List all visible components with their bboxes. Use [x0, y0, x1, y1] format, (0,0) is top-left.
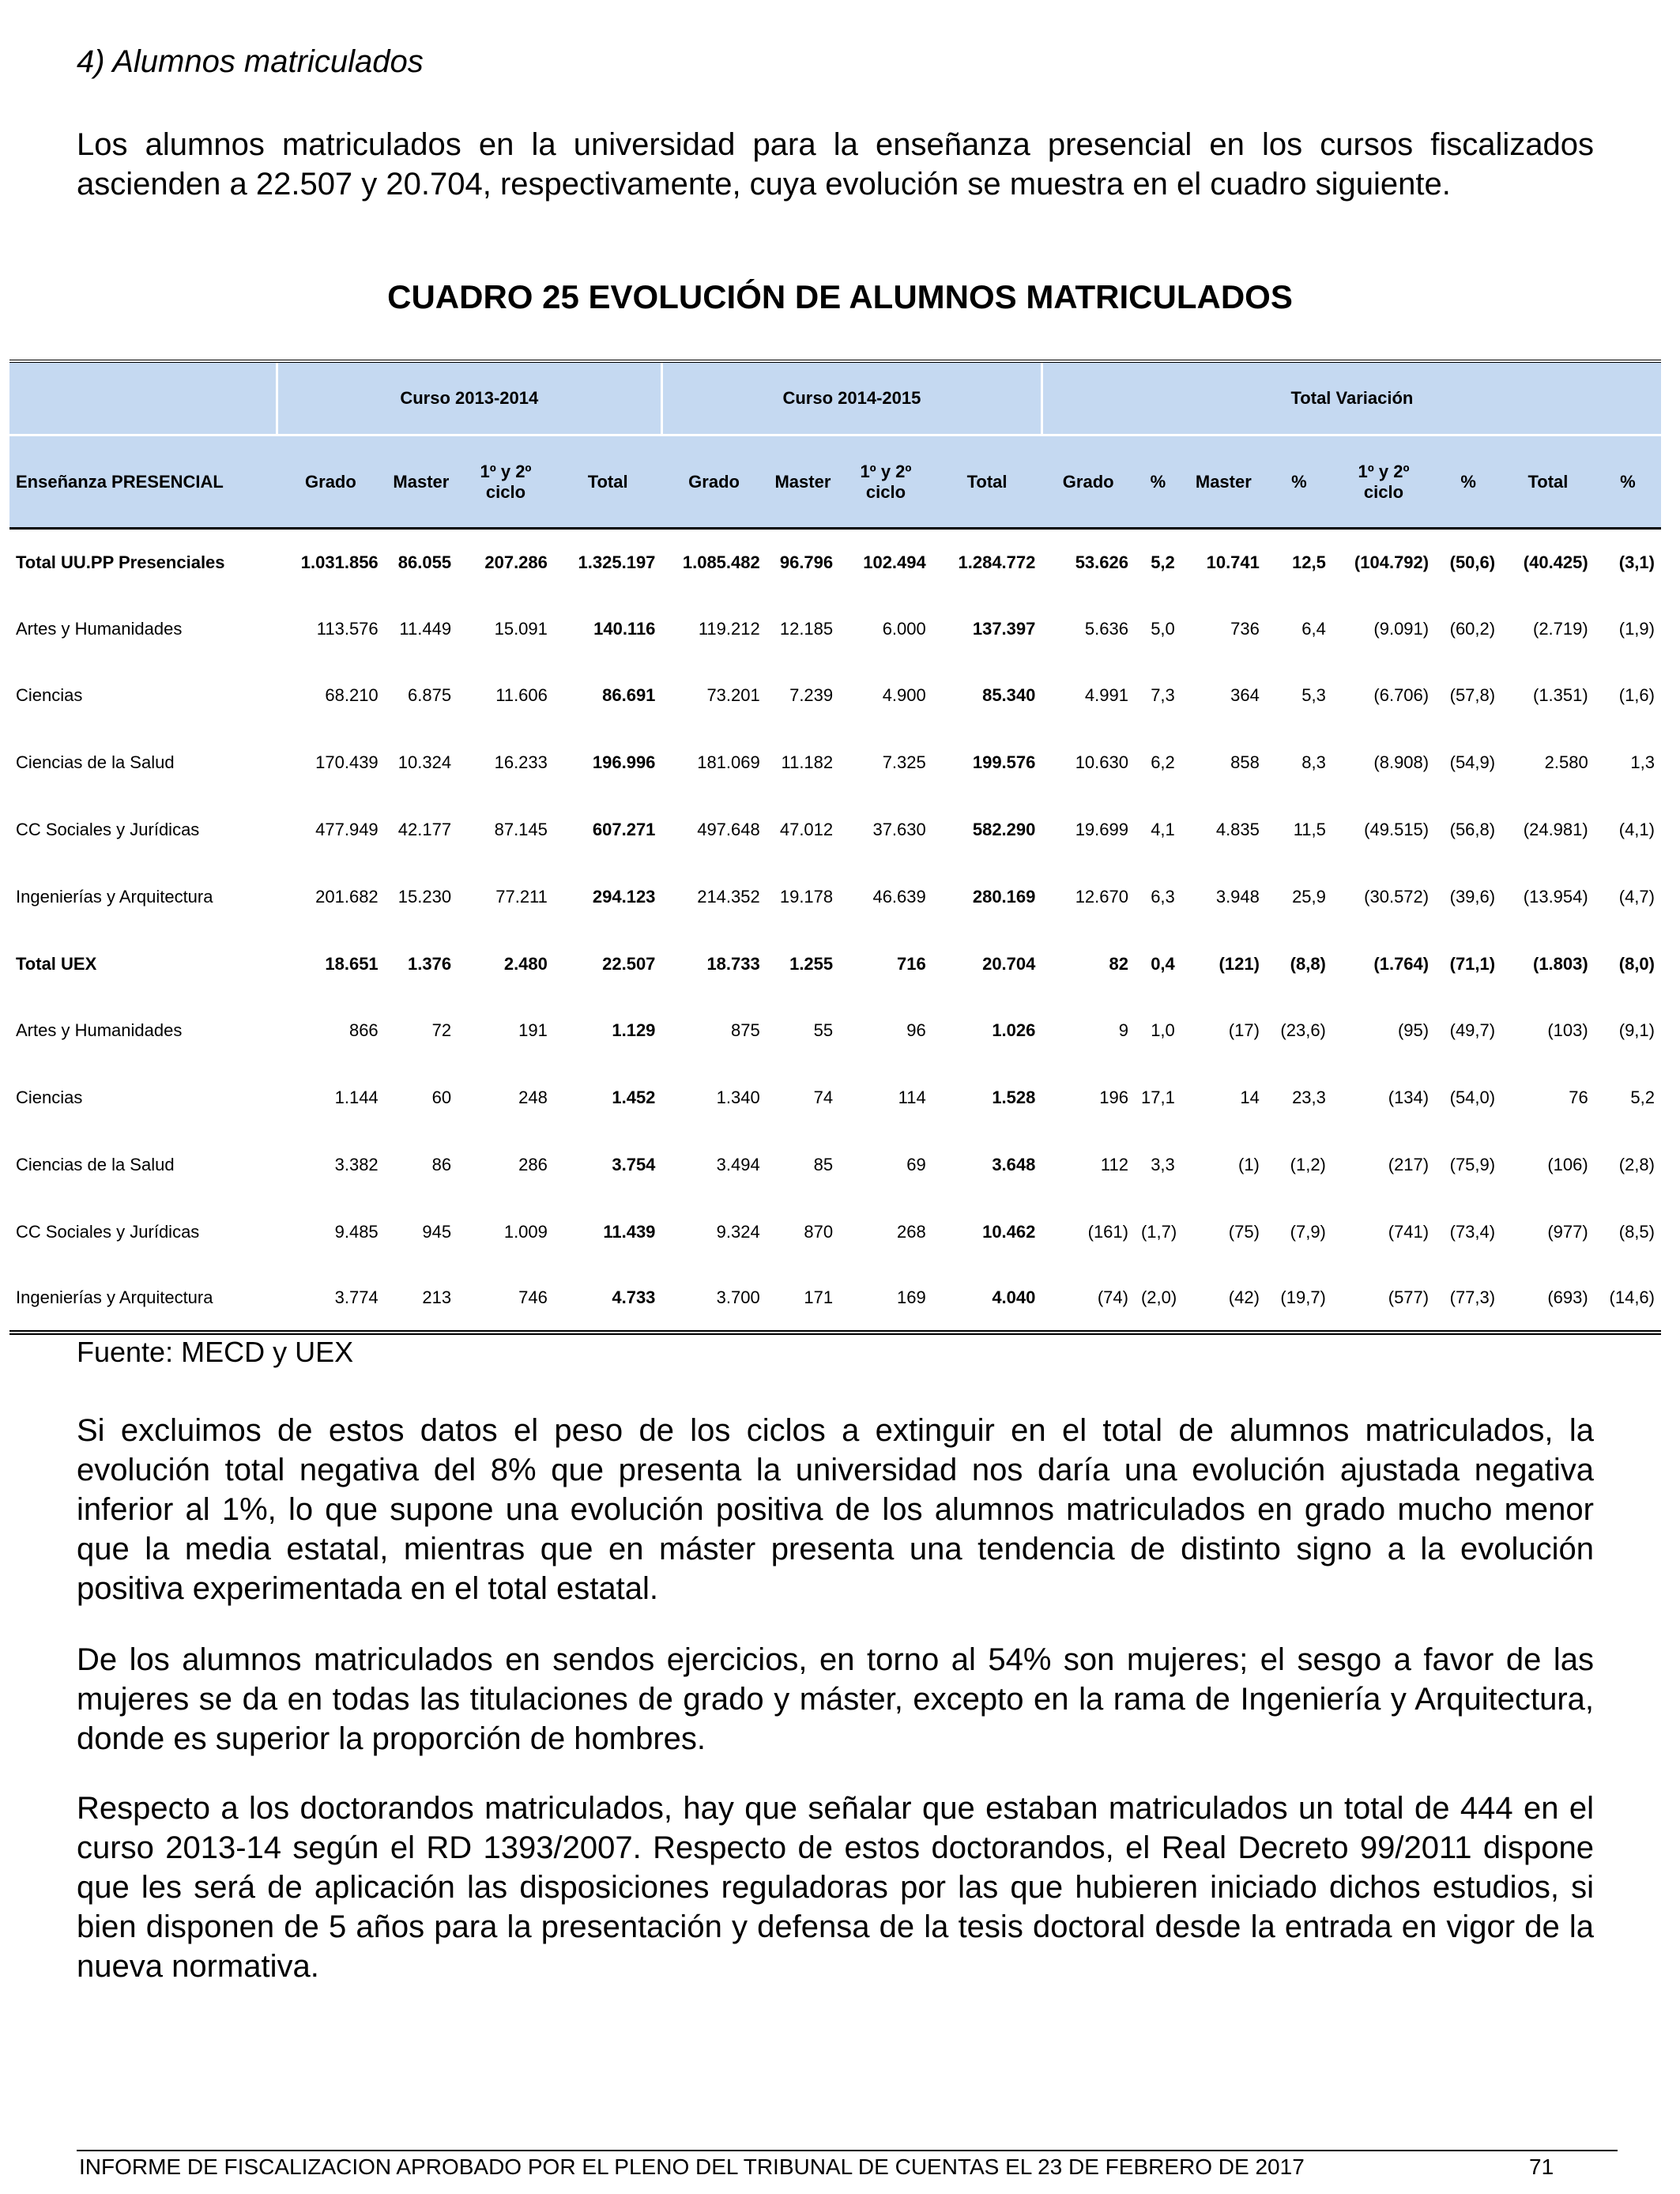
table-cell: 248 — [518, 1088, 548, 1108]
table-cell: 7,3 — [1151, 685, 1175, 706]
table-cell: 72 — [431, 1020, 452, 1041]
table-cell: 6,4 — [1301, 618, 1326, 639]
column-header: Master — [1181, 435, 1266, 529]
column-header: 1º y 2º ciclo — [839, 435, 932, 529]
table-cell: (1.351) — [1533, 685, 1588, 706]
table-cell: 1.026 — [992, 1020, 1036, 1041]
table-cell: 4.900 — [882, 685, 926, 706]
table-row — [9, 595, 1661, 662]
table-cell: 22.507 — [602, 953, 656, 974]
table-cell: (693) — [1547, 1287, 1588, 1308]
column-header: 1º y 2º ciclo — [458, 435, 554, 529]
table-cell: 85 — [813, 1155, 834, 1175]
table-cell: (1.803) — [1533, 953, 1588, 974]
table-cell: 20.704 — [982, 953, 1036, 974]
table-cell: 196 — [1099, 1088, 1128, 1108]
table-cell: 4,1 — [1151, 820, 1175, 840]
table-cell: 16.233 — [494, 752, 548, 773]
table-cell: (4,1) — [1618, 820, 1655, 840]
table-cell: 607.271 — [592, 820, 656, 840]
group-header-2014-2015: Curso 2014-2015 — [661, 361, 1042, 435]
table-cell: 9.485 — [334, 1221, 379, 1242]
table-cell: 4.991 — [1084, 685, 1128, 706]
table-cell: 55 — [813, 1020, 834, 1041]
row-label: Ciencias de la Salud — [16, 1155, 175, 1175]
row-label: Ciencias de la Salud — [16, 752, 175, 773]
table-cell: 171 — [804, 1287, 834, 1308]
table-cell: (13.954) — [1523, 886, 1588, 907]
table-cell: 5,3 — [1301, 685, 1326, 706]
table-cell: (104.792) — [1354, 552, 1430, 572]
table-cell: 68.210 — [325, 685, 379, 706]
row-label: Ciencias — [16, 685, 83, 706]
table-cell: 0,4 — [1151, 953, 1175, 974]
table-cell: 6,3 — [1151, 886, 1175, 907]
table-cell: 1.325.197 — [578, 552, 656, 572]
table-cell: (7,9) — [1290, 1221, 1326, 1242]
table-cell: 2.480 — [503, 953, 548, 974]
table-cell: 96 — [906, 1020, 926, 1041]
table-cell: 7.239 — [789, 685, 834, 706]
table-cell: 15.091 — [494, 618, 548, 639]
table-cell: (8.908) — [1373, 752, 1430, 773]
table-cell: 3.754 — [612, 1155, 656, 1175]
column-header: Enseñanza PRESENCIAL — [9, 435, 277, 529]
table-cell: (39,6) — [1449, 886, 1496, 907]
table-cell: 140.116 — [593, 618, 656, 639]
table-cell: 12,5 — [1292, 552, 1326, 572]
table-cell: (24.981) — [1523, 820, 1588, 840]
table-cell: 3.648 — [992, 1155, 1036, 1175]
table-cell: (95) — [1397, 1020, 1430, 1041]
table-cell: 69 — [906, 1155, 926, 1175]
footer-text: INFORME DE FISCALIZACION APROBADO POR EL PLENO DEL TRIBUNAL DE CUENTAS EL 23 DE FEBRERO DE 2017 — [79, 2154, 1305, 2179]
table-cell: 196.996 — [592, 752, 656, 773]
table-cell: 3.700 — [716, 1287, 760, 1308]
table-cell: 866 — [348, 1020, 379, 1041]
table-cell: 46.639 — [872, 886, 926, 907]
column-header: Grado — [1042, 435, 1135, 529]
table-cell: 1.085.482 — [682, 552, 760, 572]
table-cell: 6,2 — [1151, 752, 1175, 773]
table-cell: 497.648 — [697, 820, 760, 840]
column-header: Total — [554, 435, 662, 529]
table-cell: 86.691 — [602, 685, 656, 706]
table-cell: 102.494 — [863, 552, 926, 572]
table-cell: (40.425) — [1523, 552, 1588, 572]
column-header: % — [1135, 435, 1181, 529]
row-label: Total UU.PP Presenciales — [16, 552, 225, 572]
column-header: % — [1435, 435, 1501, 529]
table-cell: (9.091) — [1373, 618, 1430, 639]
table-cell: 86.055 — [397, 552, 452, 572]
table-cell: (23,6) — [1280, 1020, 1326, 1041]
table-cell: 5,2 — [1151, 552, 1175, 572]
table-cell: 10.324 — [397, 752, 452, 773]
column-header: % — [1595, 435, 1661, 529]
table-cell: 74 — [813, 1088, 834, 1108]
table-cell: (42) — [1228, 1287, 1260, 1308]
table-cell: 19.178 — [779, 886, 834, 907]
table-cell: (4,7) — [1618, 886, 1655, 907]
table-cell: (1) — [1238, 1155, 1260, 1175]
paragraph-gender-distribution: De los alumnos matriculados en sendos ejercicios, en torno al 54% son mujeres; el sesgo a favor de las mujeres se da en todas las titulaciones de grado y máster, excepto en la rama de Ingeniería y Arquitectura, donde es superior la proporción de hombres. — [77, 1642, 1594, 1756]
table-cell: (75,9) — [1449, 1155, 1496, 1175]
table-cell: 214.352 — [697, 886, 760, 907]
table-cell: 280.169 — [972, 886, 1036, 907]
table-cell: 286 — [518, 1155, 548, 1175]
table-cell: 1.340 — [716, 1088, 760, 1108]
table-cell: 199.576 — [972, 752, 1036, 773]
row-label: CC Sociales y Jurídicas — [16, 1221, 200, 1242]
table-cell: (121) — [1219, 953, 1260, 974]
table-cell: 82 — [1109, 953, 1128, 974]
column-header: Master — [767, 435, 839, 529]
table-cell: 3.494 — [716, 1155, 760, 1175]
table-cell: 6.000 — [882, 618, 926, 639]
table-cell: 736 — [1230, 618, 1260, 639]
table-cell: 12.185 — [779, 618, 834, 639]
column-header: Grado — [277, 435, 385, 529]
column-header: Grado — [661, 435, 766, 529]
table-cell: 716 — [897, 953, 926, 974]
table-body — [9, 529, 1661, 1333]
table-cell: 87.145 — [494, 820, 548, 840]
table-cell: 5,2 — [1630, 1088, 1655, 1108]
table-column-header-row — [9, 435, 1661, 529]
table-cell: 85.340 — [982, 685, 1036, 706]
table-cell: (56,8) — [1449, 820, 1496, 840]
table-cell: 4.835 — [1215, 820, 1260, 840]
table-cell: 9.324 — [716, 1221, 760, 1242]
table-source: Fuente: MECD y UEX — [77, 1336, 354, 1368]
row-label: Ingenierías y Arquitectura — [16, 1287, 213, 1308]
table-cell: (73,4) — [1449, 1221, 1496, 1242]
table-cell: (8,8) — [1290, 953, 1326, 974]
table-cell: 17,1 — [1140, 1088, 1175, 1108]
table-cell: 114 — [898, 1088, 926, 1108]
table-cell: (577) — [1388, 1287, 1430, 1308]
row-label: CC Sociales y Jurídicas — [16, 820, 200, 840]
table-cell: 119.212 — [698, 618, 760, 639]
table-cell: 294.123 — [592, 886, 656, 907]
table-row — [9, 1198, 1661, 1265]
table-cell: 113.576 — [316, 618, 379, 639]
table-cell: (14,6) — [1609, 1287, 1655, 1308]
table-cell: 60 — [431, 1088, 452, 1108]
table-cell: (103) — [1547, 1020, 1588, 1041]
column-header: Master — [385, 435, 458, 529]
row-label: Artes y Humanidades — [16, 1020, 183, 1041]
table-cell: 137.397 — [972, 618, 1036, 639]
table-cell: 9 — [1118, 1020, 1128, 1041]
table-cell: 5,0 — [1151, 618, 1175, 639]
table-cell: 77.211 — [495, 886, 548, 907]
table-cell: 11.439 — [603, 1221, 656, 1242]
table-cell: 207.286 — [484, 552, 548, 572]
table-cell: (2,8) — [1618, 1155, 1655, 1175]
table-cell: 477.949 — [315, 820, 379, 840]
table-row — [9, 529, 1661, 596]
table-cell: (741) — [1388, 1221, 1430, 1242]
table-cell: 201.682 — [315, 886, 379, 907]
table-cell: (17) — [1228, 1020, 1260, 1041]
table-cell: 1.009 — [503, 1221, 548, 1242]
table-cell: 18.651 — [325, 953, 379, 974]
table-cell: 170.439 — [315, 752, 379, 773]
table-cell: (1,6) — [1618, 685, 1655, 706]
table-cell: (161) — [1087, 1221, 1128, 1242]
table-cell: 76 — [1569, 1088, 1588, 1108]
table-cell: 1.031.856 — [300, 552, 379, 572]
table-cell: (8,0) — [1618, 953, 1655, 974]
table-cell: (49.515) — [1364, 820, 1430, 840]
table-row — [9, 930, 1661, 997]
table-cell: 37.630 — [872, 820, 926, 840]
table-cell: 3,3 — [1151, 1155, 1175, 1175]
table-cell: 11.606 — [495, 685, 548, 706]
table-row — [9, 729, 1661, 797]
table-cell: 1.255 — [789, 953, 834, 974]
table-cell: 1.129 — [612, 1020, 656, 1041]
table-row — [9, 797, 1661, 864]
table-group-header-row — [9, 361, 1661, 435]
table-row — [9, 1265, 1661, 1333]
page-number: 71 — [1529, 2154, 1554, 2179]
table-cell: (57,8) — [1449, 685, 1496, 706]
table-cell: (3,1) — [1618, 552, 1655, 572]
table-cell: (1,2) — [1290, 1155, 1326, 1175]
table-row — [9, 997, 1661, 1065]
table-cell: 3.948 — [1215, 886, 1260, 907]
row-label: Ingenierías y Arquitectura — [16, 886, 213, 907]
table-cell: (77,3) — [1449, 1287, 1496, 1308]
table-cell: 73.201 — [706, 685, 760, 706]
table-cell: 14 — [1240, 1088, 1260, 1108]
table-cell: 86 — [431, 1155, 452, 1175]
table-cell: 3.774 — [334, 1287, 379, 1308]
table-cell: 1.144 — [334, 1088, 379, 1108]
table-cell: 96.796 — [779, 552, 834, 572]
table-row — [9, 1065, 1661, 1132]
table-cell: 10.462 — [982, 1221, 1036, 1242]
table-cell: (9,1) — [1618, 1020, 1655, 1041]
paragraph-adjusted-evolution: Si excluimos de estos datos el peso de los ciclos a extinguir en el total de alumnos matriculados, la evolución total negativa del 8% que presenta la universidad nos daría una evolución ajustada negativa inferior al 1%, lo que supone una evolución positiva de los alumnos matriculados en grado mucho menor que la media estatal, mientras que en máster presenta una tendencia de distinto signo a la evolución positiva experimentada en el total estatal. — [77, 1413, 1594, 1606]
enrollment-table — [9, 360, 1661, 1335]
table-cell: 10.741 — [1206, 552, 1260, 572]
table-cell: 268 — [897, 1221, 926, 1242]
table-cell: 191 — [518, 1020, 548, 1041]
table-cell: (2,0) — [1140, 1287, 1177, 1308]
table-cell: 858 — [1230, 752, 1260, 773]
table-cell: 8,3 — [1301, 752, 1326, 773]
column-header: 1º y 2º ciclo — [1332, 435, 1435, 529]
table-cell: 181.069 — [697, 752, 760, 773]
table-row — [9, 1132, 1661, 1199]
table-cell: 7.325 — [882, 752, 926, 773]
table-cell: (49,7) — [1449, 1020, 1496, 1041]
table-cell: 11,5 — [1293, 820, 1326, 840]
table-cell: (71,1) — [1449, 953, 1496, 974]
table-cell: 47.012 — [779, 820, 834, 840]
group-header-blank — [9, 361, 277, 435]
table-cell: (50,6) — [1449, 552, 1496, 572]
table-cell: (134) — [1388, 1088, 1430, 1108]
table-cell: 1,3 — [1630, 752, 1655, 773]
table-cell: 746 — [518, 1287, 548, 1308]
table-row — [9, 863, 1661, 930]
row-label: Ciencias — [16, 1088, 83, 1108]
row-label: Total UEX — [16, 953, 97, 974]
table-cell: (30.572) — [1364, 886, 1430, 907]
table-cell: 23,3 — [1292, 1088, 1326, 1108]
column-header: % — [1266, 435, 1332, 529]
table-cell: (106) — [1547, 1155, 1588, 1175]
table-cell: 1.452 — [612, 1088, 656, 1108]
table-cell: 364 — [1230, 685, 1260, 706]
table-cell: (1.764) — [1373, 953, 1430, 974]
table-cell: (217) — [1388, 1155, 1430, 1175]
group-header-2013-2014: Curso 2013-2014 — [277, 361, 661, 435]
section-title: 4) Alumnos matriculados — [77, 44, 424, 79]
table-cell: 213 — [422, 1287, 452, 1308]
table-cell: 10.630 — [1075, 752, 1128, 773]
table-cell: 11.449 — [399, 618, 452, 639]
table-title: CUADRO 25 EVOLUCIÓN DE ALUMNOS MATRICULADOS — [387, 278, 1293, 315]
table-cell: 2.580 — [1544, 752, 1588, 773]
table-cell: (1,7) — [1140, 1221, 1177, 1242]
table-row — [9, 662, 1661, 729]
table-cell: 15.230 — [397, 886, 452, 907]
table-cell: 42.177 — [397, 820, 452, 840]
column-header: Total — [932, 435, 1042, 529]
table-cell: 870 — [804, 1221, 834, 1242]
table-cell: 1,0 — [1151, 1020, 1175, 1041]
table-cell: (54,0) — [1449, 1088, 1496, 1108]
table-cell: (8,5) — [1618, 1221, 1655, 1242]
table-cell: 19.699 — [1075, 820, 1128, 840]
table-cell: 12.670 — [1075, 886, 1128, 907]
column-header: Total — [1501, 435, 1595, 529]
table-cell: (19,7) — [1280, 1287, 1326, 1308]
table-cell: (6.706) — [1373, 685, 1430, 706]
table-cell: 1.376 — [408, 953, 452, 974]
table-cell: 945 — [422, 1221, 452, 1242]
table-cell: 4.733 — [612, 1287, 656, 1308]
table-cell: 25,9 — [1292, 886, 1326, 907]
paragraph-doctoral-students: Respecto a los doctorandos matriculados, hay que señalar que estaban matriculados un total de 444 en el curso 2013-14 según el RD 1393/2007. Respecto de estos doctorandos, el Real Decreto 99/2011 dispone que les será de aplicación las disposiciones reguladoras por las que hubieren iniciado dichos estudios, si bien disponen de 5 años para la presentación y defensa de la tesis doctoral desde la entrada en vigor de la nueva normativa. — [77, 1791, 1594, 1984]
table-cell: 169 — [897, 1287, 926, 1308]
table-cell: 11.182 — [781, 752, 834, 773]
group-header-total-variacion: Total Variación — [1042, 361, 1661, 435]
table-cell: 18.733 — [706, 953, 760, 974]
table-cell: (977) — [1547, 1221, 1588, 1242]
table-cell: 53.626 — [1075, 552, 1128, 572]
footer-divider — [77, 2150, 1618, 2151]
table-cell: (1,9) — [1618, 618, 1655, 639]
table-cell: 4.040 — [992, 1287, 1036, 1308]
table-cell: (2.719) — [1533, 618, 1588, 639]
table-cell: (54,9) — [1449, 752, 1496, 773]
row-label: Artes y Humanidades — [16, 618, 183, 639]
table-cell: 112 — [1100, 1155, 1128, 1175]
table-cell: 1.528 — [992, 1088, 1036, 1108]
intro-paragraph: Los alumnos matriculados en la universidad para la enseñanza presencial en los cursos fiscalizados ascienden a 22.507 y 20.704, respectivamente, cuya evolución se muestra en el cuadro siguiente. — [77, 127, 1594, 202]
table-cell: 3.382 — [334, 1155, 379, 1175]
table-cell: (60,2) — [1449, 618, 1496, 639]
table-cell: 582.290 — [972, 820, 1036, 840]
table-cell: 1.284.772 — [958, 552, 1036, 572]
table-cell: 875 — [731, 1020, 760, 1041]
table-cell: (75) — [1228, 1221, 1260, 1242]
table-cell: 5.636 — [1084, 618, 1128, 639]
table-cell: 6.875 — [408, 685, 452, 706]
table-cell: (74) — [1097, 1287, 1128, 1308]
